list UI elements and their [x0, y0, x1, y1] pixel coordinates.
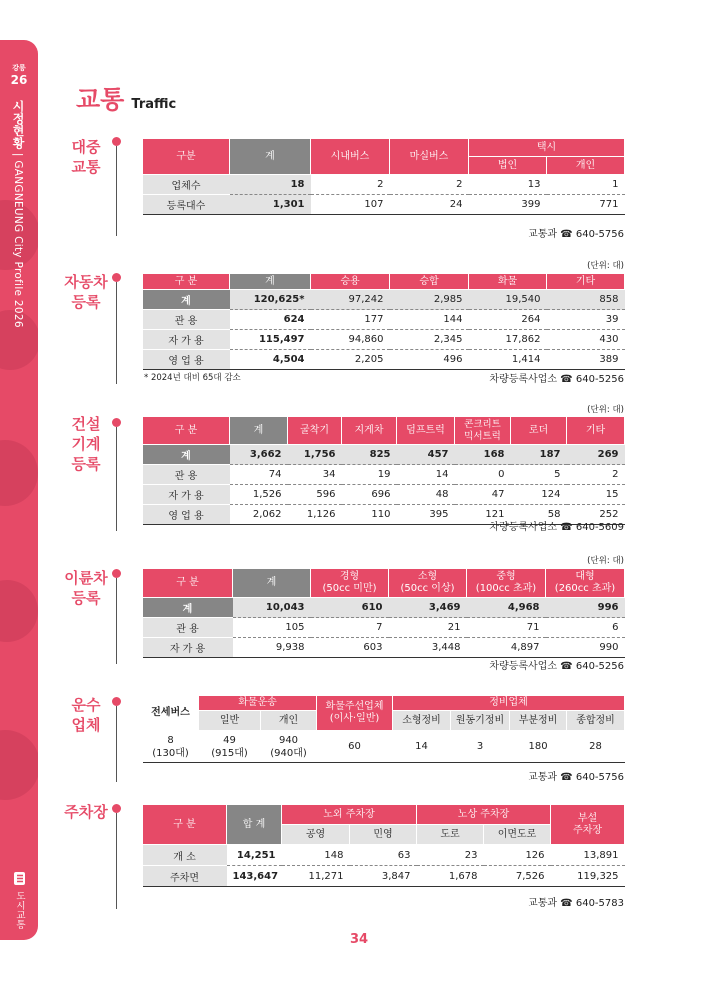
table-row — [143, 465, 625, 485]
header-loader: 로더 — [511, 417, 567, 445]
header-van: 승합 — [390, 274, 469, 290]
row-label: 계 — [143, 290, 230, 310]
source-car-registration: 차량등록사업소 ☎ 640-5256 — [489, 374, 624, 385]
table-cell: 97,242 — [311, 290, 390, 310]
source-parking: 교통과 ☎ 640-5783 — [528, 898, 624, 909]
table-cell: 19 — [342, 465, 397, 485]
source-construction: 차량등록사업소 ☎ 640-5609 — [489, 522, 624, 533]
table-cell: 858 — [547, 290, 625, 310]
table-row — [143, 598, 625, 618]
source-transport-business: 교통과 ☎ 640-5756 — [528, 772, 624, 783]
table-cell: 23 — [417, 845, 484, 866]
table-cell: 2,205 — [311, 350, 390, 370]
table-cell: 4,968 — [467, 598, 546, 618]
header-public: 공영 — [282, 825, 350, 845]
table-cell: 47 — [455, 485, 511, 505]
table-cell: 940 (940대) — [261, 731, 317, 763]
header-division: 구 분 — [143, 417, 230, 445]
header-total: 계 — [233, 569, 311, 598]
table-cell: 71 — [467, 618, 546, 638]
table-cell: 8 (130대) — [143, 731, 199, 763]
table-cell: 2,345 — [390, 330, 469, 350]
header-partial-repair: 부분정비 — [510, 711, 567, 731]
header-division: 구 분 — [143, 569, 233, 598]
row-label: 개 소 — [143, 845, 227, 866]
table-cell: 4,504 — [230, 350, 311, 370]
page-title: 교통 Traffic — [76, 85, 177, 114]
public-transit-table — [142, 138, 625, 215]
header-maintenance: 정비업체 — [393, 696, 625, 711]
header-city-bus: 시내버스 — [311, 139, 390, 175]
motorcycle-table — [142, 568, 625, 658]
table-cell: 126 — [484, 845, 551, 866]
table-cell: 34 — [288, 465, 342, 485]
table-cell: 15 — [567, 485, 625, 505]
table-cell: 18 — [230, 175, 311, 195]
unit-label: (단위: 대) — [587, 261, 624, 271]
section-dot — [112, 137, 121, 146]
header-engine-repair: 원동기정비 — [451, 711, 510, 731]
table-cell: 144 — [390, 310, 469, 330]
header-medium: 중형 (100cc 초과) — [467, 569, 546, 598]
table-cell: 13,891 — [551, 845, 625, 866]
header-large: 대형 (260cc 초과) — [546, 569, 625, 598]
table-cell: 115,497 — [230, 330, 311, 350]
table-cell: 610 — [311, 598, 389, 618]
section-label-construction: 건설 기계 등록 — [71, 415, 101, 473]
table-cell: 13 — [469, 175, 547, 195]
row-label: 등록대수 — [143, 195, 230, 215]
table-cell: 457 — [397, 445, 455, 465]
table-cell: 252 — [567, 505, 625, 525]
page-number: 34 — [349, 932, 369, 947]
table-cell: 120,625* — [230, 290, 311, 310]
section-label-parking: 주차장 — [64, 803, 108, 821]
header-other: 기타 — [547, 274, 625, 290]
section-label-car-registration: 자동차 등록 — [64, 273, 108, 311]
table-cell: 430 — [547, 330, 625, 350]
row-label: 관 용 — [143, 618, 233, 638]
section-dot — [112, 418, 121, 427]
section-line — [116, 427, 117, 531]
header-onroad: 노상 주차장 — [417, 805, 551, 825]
table-row — [143, 638, 625, 658]
table-cell: 143,647 — [227, 866, 282, 887]
table-cell: 14 — [397, 465, 455, 485]
row-label: 자 가 용 — [143, 330, 230, 350]
table-cell: 0 — [455, 465, 511, 485]
table-cell: 39 — [547, 310, 625, 330]
header-charter-bus: 전세버스 — [143, 696, 199, 731]
table-cell: 9,938 — [233, 638, 311, 658]
header-light: 경형 (50cc 미만) — [311, 569, 389, 598]
table-cell: 19,540 — [469, 290, 547, 310]
table-cell: 124 — [511, 485, 567, 505]
table-cell: 121 — [455, 505, 511, 525]
table-cell: 1,678 — [417, 866, 484, 887]
sidebar-decoration — [0, 730, 38, 800]
table-cell: 180 — [510, 731, 567, 763]
header-offroad: 노외 주차장 — [282, 805, 417, 825]
table-cell: 2,985 — [390, 290, 469, 310]
row-label: 관 용 — [143, 310, 230, 330]
table-cell: 825 — [342, 445, 397, 465]
table-row — [143, 618, 625, 638]
header-full-repair: 종합정비 — [567, 711, 625, 731]
header-side-road: 이면도로 — [484, 825, 551, 845]
table-cell: 7 — [311, 618, 389, 638]
table-cell: 3,662 — [230, 445, 288, 465]
table-row — [143, 175, 625, 195]
section-dot — [112, 273, 121, 282]
table-cell: 107 — [311, 195, 390, 215]
table-row — [143, 195, 625, 215]
table-cell: 7,526 — [484, 866, 551, 887]
row-label: 관 용 — [143, 465, 230, 485]
section-label-transport-business: 운수 업체 — [71, 696, 101, 734]
section-dot — [112, 569, 121, 578]
table-cell: 5 — [511, 465, 567, 485]
header-individual: 개인 — [261, 711, 317, 731]
header-total: 합 계 — [227, 805, 282, 845]
table-cell: 110 — [342, 505, 397, 525]
table-row — [143, 731, 625, 763]
header-dump: 덤프트럭 — [397, 417, 455, 445]
table-cell: 269 — [567, 445, 625, 465]
transport-business-table — [142, 695, 625, 763]
table-cell: 177 — [311, 310, 390, 330]
table-row — [143, 445, 625, 465]
footnote: * 2024년 대비 65대 감소 — [144, 373, 241, 383]
source-motorcycle: 차량등록사업소 ☎ 640-5256 — [489, 661, 624, 672]
table-cell: 58 — [511, 505, 567, 525]
table-cell: 74 — [230, 465, 288, 485]
header-taxi: 택시 — [469, 139, 625, 157]
section-dot — [112, 697, 121, 706]
header-freight: 화물운송 — [199, 696, 317, 711]
header-excavator: 굴착기 — [288, 417, 342, 445]
table-cell: 2,062 — [230, 505, 288, 525]
table-cell: 3,469 — [389, 598, 467, 618]
table-cell: 1,414 — [469, 350, 547, 370]
header-total: 계 — [230, 417, 288, 445]
unit-label: (단위: 대) — [587, 556, 624, 566]
table-row — [143, 485, 625, 505]
header-other: 기타 — [567, 417, 625, 445]
table-cell: 1,301 — [230, 195, 311, 215]
table-cell: 1,756 — [288, 445, 342, 465]
table-cell: 603 — [311, 638, 389, 658]
header-total: 계 — [230, 274, 311, 290]
header-corporate: 법인 — [469, 157, 547, 175]
sidebar-decoration — [0, 440, 38, 506]
table-cell: 24 — [390, 195, 469, 215]
table-cell: 11,271 — [282, 866, 350, 887]
header-small: 소형 (50cc 이상) — [389, 569, 467, 598]
section-line — [116, 813, 117, 909]
table-cell: 996 — [546, 598, 625, 618]
row-label: 업체수 — [143, 175, 230, 195]
table-cell: 14,251 — [227, 845, 282, 866]
header-truck: 화물 — [469, 274, 547, 290]
table-cell: 771 — [547, 195, 625, 215]
row-label: 영 업 용 — [143, 505, 230, 525]
table-cell: 63 — [350, 845, 417, 866]
table-cell: 105 — [233, 618, 311, 638]
table-cell: 187 — [511, 445, 567, 465]
table-cell: 10,043 — [233, 598, 311, 618]
table-cell: 148 — [282, 845, 350, 866]
table-row — [143, 866, 625, 887]
table-row — [143, 310, 625, 330]
section-line — [116, 706, 117, 782]
table-row — [143, 330, 625, 350]
city-logo: 강릉 26 — [10, 64, 28, 87]
table-cell: 2 — [390, 175, 469, 195]
header-division: 구 분 — [143, 274, 230, 290]
header-road: 도로 — [417, 825, 484, 845]
unit-label: (단위: 대) — [587, 405, 624, 415]
header-division: 구 분 — [143, 805, 227, 845]
row-label: 계 — [143, 445, 230, 465]
header-mixer: 콘크리트 믹서트럭 — [455, 417, 511, 445]
header-division: 구분 — [143, 139, 230, 175]
table-cell: 21 — [389, 618, 467, 638]
sidebar-title: 시정현황 | GANGNEUNG City Profile 2026 — [11, 100, 25, 328]
table-cell: 119,325 — [551, 866, 625, 887]
section-line — [116, 282, 117, 384]
table-cell: 264 — [469, 310, 547, 330]
table-cell: 49 (915대) — [199, 731, 261, 763]
header-small-repair: 소형정비 — [393, 711, 451, 731]
sidebar-decoration — [0, 580, 38, 642]
sidebar — [0, 40, 38, 940]
table-cell: 168 — [455, 445, 511, 465]
table-cell: 596 — [288, 485, 342, 505]
header-village-bus: 마실버스 — [390, 139, 469, 175]
table-cell: 2 — [567, 465, 625, 485]
source-public-transit: 교통과 ☎ 640-5756 — [528, 229, 624, 240]
row-label: 계 — [143, 598, 233, 618]
header-attached: 부설 주차장 — [551, 805, 625, 845]
table-cell: 1,126 — [288, 505, 342, 525]
table-row — [143, 290, 625, 310]
table-cell: 94,860 — [311, 330, 390, 350]
sidebar-section: III 도시교통 — [14, 874, 25, 929]
table-cell: 696 — [342, 485, 397, 505]
table-cell: 496 — [390, 350, 469, 370]
table-cell: 990 — [546, 638, 625, 658]
table-cell: 28 — [567, 731, 625, 763]
section-line — [116, 146, 117, 236]
row-label: 자 가 용 — [143, 485, 230, 505]
table-cell: 1 — [547, 175, 625, 195]
section-dot — [112, 804, 121, 813]
section-line — [116, 578, 117, 664]
header-passenger: 승용 — [311, 274, 390, 290]
table-cell: 3 — [451, 731, 510, 763]
table-row — [143, 845, 625, 866]
header-individual: 개인 — [547, 157, 625, 175]
table-cell: 1,526 — [230, 485, 288, 505]
table-cell: 3,847 — [350, 866, 417, 887]
table-cell: 3,448 — [389, 638, 467, 658]
header-private: 민영 — [350, 825, 417, 845]
table-cell: 389 — [547, 350, 625, 370]
table-cell: 17,862 — [469, 330, 547, 350]
table-cell: 60 — [317, 731, 393, 763]
table-cell: 395 — [397, 505, 455, 525]
section-label-motorcycle: 이륜차 등록 — [64, 569, 108, 607]
row-label: 자 가 용 — [143, 638, 233, 658]
table-cell: 399 — [469, 195, 547, 215]
table-cell: 48 — [397, 485, 455, 505]
table-cell: 14 — [393, 731, 451, 763]
header-total: 계 — [230, 139, 311, 175]
table-cell: 624 — [230, 310, 311, 330]
table-cell: 2 — [311, 175, 390, 195]
header-forklift: 지게차 — [342, 417, 397, 445]
header-general: 일반 — [199, 711, 261, 731]
header-broker: 화물주선업체 (이사·일반) — [317, 696, 393, 731]
row-label: 주차면 — [143, 866, 227, 887]
construction-table — [142, 416, 625, 525]
row-label: 영 업 용 — [143, 350, 230, 370]
table-cell: 4,897 — [467, 638, 546, 658]
table-row — [143, 350, 625, 370]
parking-table — [142, 804, 625, 887]
section-label-public-transit: 대중 교통 — [71, 138, 101, 176]
car-registration-table — [142, 273, 625, 370]
table-cell: 6 — [546, 618, 625, 638]
